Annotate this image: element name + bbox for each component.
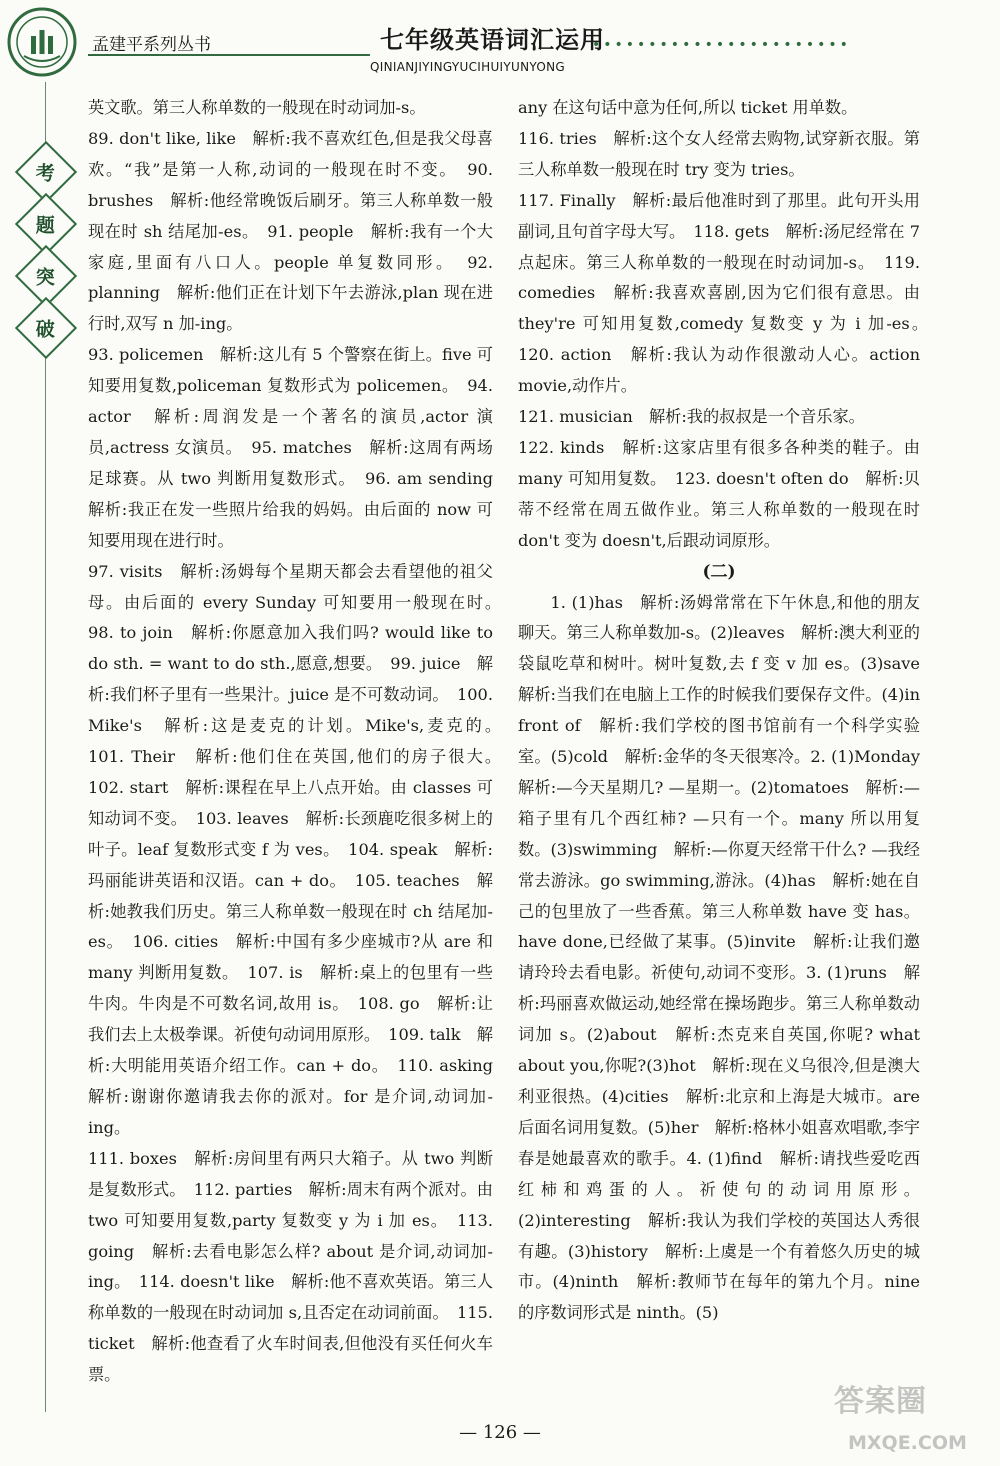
side-tag-3: 突 [36, 266, 56, 289]
answer-paragraph: 111. boxes 解析:房间里有两只大箱子。从 two 判断是复数形式。 112. parties 解析:周末有两个派对。由 two 可知要用复数,party 复数变 y 为 i 加 es。 113. going 解析:去看电影怎么样? about 是介词,动词加-ing。 114. doesn't like 解析:他不喜欢英语。第三人称单数的一般现在时动词加 s,且否定在动词前面。 115. ticket 解析:他查看了火车时间表,但他没有买任何火车票。 [88, 1148, 493, 1385]
answer-paragraph: 93. policemen 解析:这儿有 5 个警察在街上。five 可知要用复数,policeman 复数形式为 policemen。 94. actor 解析:周润发是一个著名的演员,actor 演员,actress 女演员。 95. matches 解析:这周有两场足球赛。从 two 判断用复数形式。 96. am sending 解析:我正在发一些照片给我的妈妈。由后面的 now 可知要用现在进行时。 [88, 345, 510, 550]
answer-paragraph: any 在这句话中意为任何,所以 ticket 用单数。 [518, 98, 858, 117]
header-dots: ••••••••••••••••••••••• [592, 37, 851, 53]
side-tags [19, 150, 73, 358]
right-column [518, 93, 937, 1329]
diamond-tag [15, 297, 77, 359]
answer-paragraph: 1. (1)has 解析:汤姆常常在下午休息,和他的朋友聊天。第三人称单数加-s。(2)leaves 解析:澳大利亚的袋鼠吃草和树叶。树叶复数,去 f 变 v 加 es。(3)save 解析:当我们在电脑上工作的时候我们要保存文件。(4)in front of 解析:我们学校的图书馆前有一个科学实验室。(5)cold 解析:金华的冬天很寒冷。2. (1)Monday 解析:—今天星期几? —星期一。(2)tomatoes 解析:—箱子里有几个西红柿? —只有一个。many 所以用复数。(3)swimming 解析:—你夏天经常干什么? —我经常去游泳。go swimming,游泳。(4)has 解析:她在自己的包里放了一些香蕉。第三人称单数 have 变 has。have done,已经做了某事。(5)invite 解析:让我们邀请玲玲去看电影。祈使句,动词不变形。3. (1)runs 解析:玛丽喜欢做运动,她经常在操场跑步。第三人称单数动词加 s。(2)about 解析:杰克来自英国,你呢? what about you,你呢?(3)hot 解析:现在义乌很冷,但是澳大利亚很热。(4)cities 解析:北京和上海是大城市。are 后面名词用复数。(5)her 解析:格林小姐喜欢唱歌,李宇春是她最喜欢的歌手。4. (1)find 解析:请找些爱吃西红柿和鸡蛋的人。祈使句的动词用原形。(2)interesting 解析:我认为我们学校的英国达人秀很有趣。(3)history 解析:上虞是一个有着悠久历史的城市。(4)ninth 解析:教师节在每年的第九个月。nine 的序数词形式是 ninth。(5) [518, 592, 937, 1323]
side-tag-1: 考 [36, 162, 56, 185]
watermark-logo: 答案圈 [834, 1384, 927, 1419]
publisher-seal-logo [4, 4, 80, 80]
answer-paragraph: 116. tries 解析:这个女人经常去购物,试穿新衣服。第三人称单数一般现在时 try 变为 tries。 [518, 128, 920, 179]
page-title: 七年级英语词汇运用 [380, 25, 605, 54]
title-pinyin: QINIANJIYINGYUCIHUIYUNYONG [370, 60, 565, 74]
answer-paragraph: 英文歌。第三人称单数的一般现在时动词加-s。 [88, 98, 426, 117]
page-number: — 126 — [459, 1422, 541, 1443]
answer-paragraph: 89. don't like, like 解析:我不喜欢红色,但是我父母喜欢。“我”是第一人称,动词的一般现在时不变。 90. brushes 解析:他经常晚饭后刷牙。第三人称单数一般现在时 sh 结尾加-es。 91. people 解析:我有一个大家庭,里面有八口人。people 单复数同形。 92. planning 解析:他们正在计划下午去游泳,plan 现在进行时,双写 n 加-ing。 [88, 128, 493, 334]
answer-paragraph: 97. visits 解析:汤姆每个星期天都会去看望他的祖父母。由后面的 every Sunday 可知要用一般现在时。 98. to join 解析:你愿意加入我们吗? would like to do sth. = want to do sth.,愿意,想要。 99. juice 解析:我们杯子里有一些果汁。juice 是不可数动词。 100. Mike's 解析:这是麦克的计划。Mike's,麦克的。 101. Their 解析:他们住在英国,他们的房子很大。 102. start 解析:课程在早上八点开始。由 classes 可知动词不变。 103. leaves 解析:长颈鹿吃很多树上的叶子。leaf 复数形式变 f 为 ves。 104. speak 解析:玛丽能讲英语和汉语。can + do。 105. teaches 解析:她教我们历史。第三人称单数一般现在时 ch 结尾加-es。 106. cities 解析:中国有多少座城市?从 are 和 many 判断用复数。 107. is 解析:桌上的包里有一些牛肉。牛肉是不可数名词,故用 is。 108. go 解析:让我们去上太极拳课。祈使句动词用原形。 109. talk 解析:大明能用英语介绍工作。can + do。 110. asking 解析:谢谢你邀请我去你的派对。for 是介词,动词加-ing。 [88, 561, 510, 1137]
left-column [88, 93, 510, 1391]
book-series: 孟建平系列丛书 [92, 35, 211, 55]
side-tag-4: 破 [36, 318, 56, 341]
watermark-site: MXQE.COM [848, 1432, 967, 1454]
answer-paragraph: 121. musician 解析:我的叔叔是一个音乐家。 [518, 407, 865, 427]
side-tag-2: 题 [36, 214, 56, 237]
section-heading: (二) [702, 561, 736, 582]
answer-paragraph: 117. Finally 解析:最后他准时到了那里。此句开头用副词,且句首字母大写。 118. gets 解析:汤尼经常在 7 点起床。第三人称单数的一般现在时动词加-s。 119. comedies 解析:我喜欢喜剧,因为它们很有意思。由 they're 可知用复数,comedy 复数变 y 为 i 加-es。 120. action 解析:我认为动作很激动人心。action movie,动作片。 [518, 190, 937, 396]
answer-paragraph: 122. kinds 解析:这家店里有很多各种类的鞋子。由 many 可知用复数。 123. doesn't often do 解析:贝蒂不经常在周五做作业。第三人称单数的一般现在时 don't 变为 doesn't,后跟动词原形。 [518, 437, 920, 550]
header-rule [88, 54, 370, 56]
